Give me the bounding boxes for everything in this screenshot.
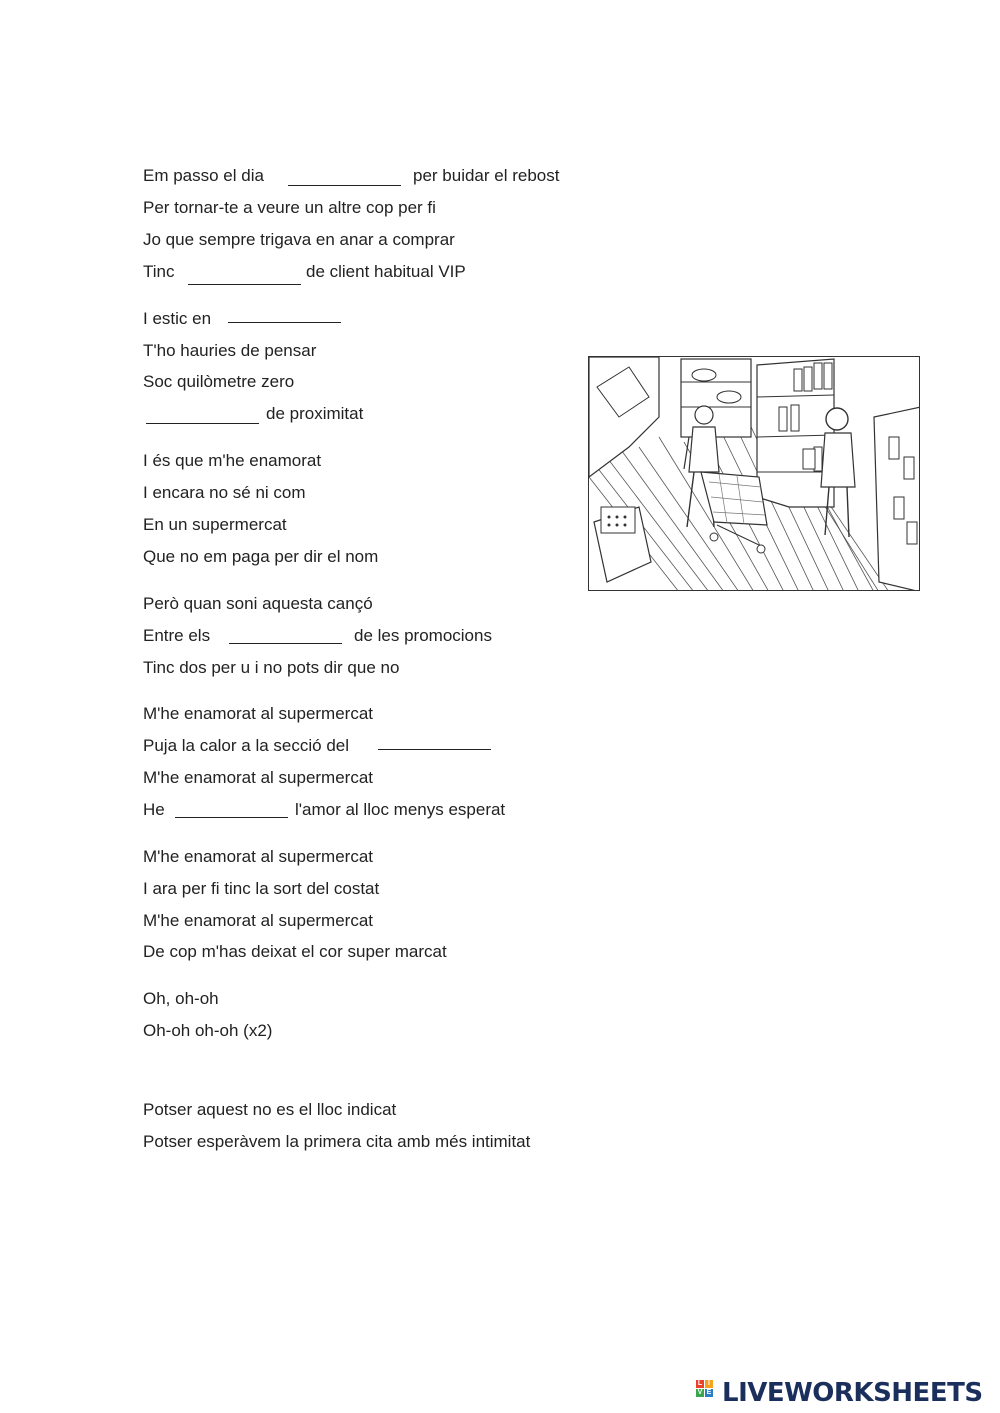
blank-line[interactable] bbox=[146, 423, 259, 424]
lyric-line: Que no em paga per dir el nom bbox=[143, 547, 379, 566]
lyric-line: Per tornar-te a veure un altre cop per fi bbox=[143, 198, 436, 217]
blank-input-4[interactable] bbox=[146, 401, 259, 423]
logo-cell: V bbox=[697, 1389, 703, 1396]
lyric-line bbox=[143, 165, 264, 187]
lyric-line: T'ho hauries de pensar bbox=[143, 341, 317, 360]
lyric-text: per buidar el rebost bbox=[413, 166, 560, 185]
blank-input-7[interactable] bbox=[175, 795, 288, 817]
lyric-line: Oh, oh-oh bbox=[143, 989, 219, 1008]
supermarket-illustration bbox=[589, 357, 920, 591]
lyric-line: I encara no sé ni com bbox=[143, 483, 306, 502]
blank-line[interactable] bbox=[288, 185, 401, 186]
blank-line[interactable] bbox=[228, 322, 341, 323]
lyric-line bbox=[143, 735, 349, 757]
lyric-line: Però quan soni aquesta cançó bbox=[143, 594, 373, 613]
lyric-line bbox=[295, 799, 505, 821]
blank-input-6[interactable] bbox=[378, 727, 491, 749]
lyric-text: He bbox=[143, 800, 165, 819]
blank-line[interactable] bbox=[378, 749, 491, 750]
lyric-line: M'he enamorat al supermercat bbox=[143, 768, 374, 787]
lyric-line: M'he enamorat al supermercat bbox=[143, 847, 374, 866]
lyric-text: Puja la calor a la secció del bbox=[143, 736, 350, 755]
lyric-line bbox=[143, 799, 165, 821]
lyric-line: En un supermercat bbox=[143, 515, 287, 534]
lyric-text: I estic en bbox=[143, 309, 212, 328]
lyric-text: l'amor al lloc menys esperat bbox=[295, 800, 506, 819]
blank-input-1[interactable] bbox=[288, 163, 401, 185]
lyric-text: Em passo el dia bbox=[143, 166, 264, 185]
logo-cell: E bbox=[706, 1389, 712, 1396]
lyric-line: I és que m'he enamorat bbox=[143, 451, 322, 470]
lyric-line: M'he enamorat al supermercat bbox=[143, 704, 374, 723]
lyric-line: M'he enamorat al supermercat bbox=[143, 911, 374, 930]
lyric-line bbox=[354, 625, 492, 647]
lyric-line: I ara per fi tinc la sort del costat bbox=[143, 879, 380, 898]
lyric-text: Entre els bbox=[143, 626, 211, 645]
lyric-line: Potser esperàvem la primera cita amb més intimitat bbox=[143, 1132, 531, 1151]
logo-mark-icon bbox=[696, 1380, 724, 1408]
lyric-line: Potser aquest no es el lloc indicat bbox=[143, 1100, 397, 1119]
lyric-line bbox=[413, 165, 559, 187]
blank-line[interactable] bbox=[188, 284, 301, 285]
lyric-text: de proximitat bbox=[266, 404, 364, 423]
lyric-line bbox=[143, 308, 211, 330]
lyric-line: Soc quilòmetre zero bbox=[143, 372, 295, 391]
supermarket-scene-icon bbox=[588, 356, 920, 591]
lyric-text: de les promocions bbox=[354, 626, 492, 645]
lyric-line bbox=[143, 625, 210, 647]
lyric-line: Jo que sempre trigava en anar a comprar bbox=[143, 230, 455, 249]
blank-input-2[interactable] bbox=[188, 262, 301, 284]
lyric-line bbox=[306, 261, 466, 283]
lyric-line bbox=[143, 261, 175, 283]
logo-cell: L bbox=[697, 1380, 703, 1387]
lyric-text: Tinc bbox=[143, 262, 175, 281]
lyric-line: Tinc dos per u i no pots dir que no bbox=[143, 658, 400, 677]
logo-text: LIVEWORKSHEETS bbox=[722, 1378, 983, 1408]
blank-input-5[interactable] bbox=[229, 621, 342, 643]
lyric-line: De cop m'has deixat el cor super marcat bbox=[143, 942, 447, 961]
blank-input-3[interactable] bbox=[228, 300, 341, 322]
lyric-text: de client habitual VIP bbox=[306, 262, 466, 281]
lyric-line: Oh-oh oh-oh (x2) bbox=[143, 1021, 273, 1040]
liveworksheets-logo bbox=[696, 1376, 996, 1408]
lyric-line bbox=[266, 403, 363, 425]
logo-cell: I bbox=[705, 1380, 713, 1388]
blank-line[interactable] bbox=[229, 643, 342, 644]
blank-line[interactable] bbox=[175, 817, 288, 818]
